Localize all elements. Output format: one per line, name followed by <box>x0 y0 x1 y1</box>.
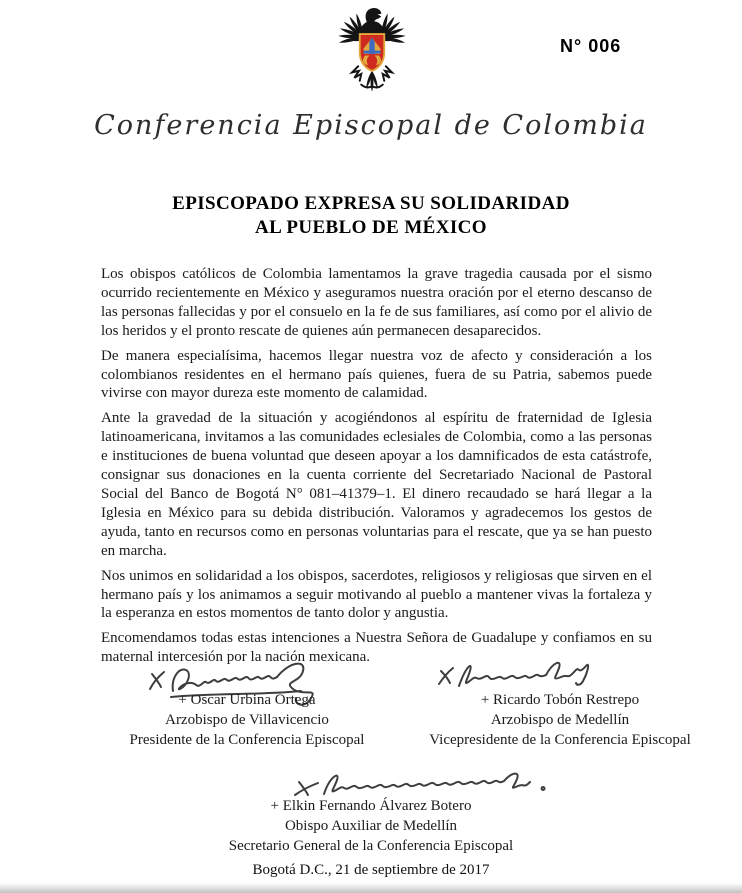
signatory-role: Obispo Auxiliar de Medellín <box>284 818 458 834</box>
title-line-2: AL PUEBLO DE MÉXICO <box>255 217 487 238</box>
signatory-block-vicepresident <box>410 690 710 750</box>
signatory-role: Presidente de la Conferencia Episcopal <box>129 732 365 748</box>
signatory-block-president <box>82 690 412 750</box>
document-title <box>0 192 742 240</box>
signatory-role: Arzobispo de Villavicencio <box>165 712 329 728</box>
signatory-role: Vicepresidente de la Conferencia Episcopal <box>429 732 691 748</box>
signatory-name: + Ricardo Tobón Restrepo <box>480 692 640 708</box>
document-number: N° 006 <box>560 36 622 56</box>
signatory-role: Arzobispo de Medellín <box>490 712 630 728</box>
paragraph: Encomendamos todas estas intenciones a Nuestra Señora de Guadalupe y confiamos en su maternal intercesión por la nación mexicana. <box>101 630 652 666</box>
signatory-role: Secretario General de la Conferencia Episcopal <box>228 838 514 854</box>
signatory-name: + Elkin Fernando Álvarez Botero <box>270 798 472 814</box>
dateline: Bogotá D.C., 21 de septiembre de 2017 <box>252 862 490 878</box>
page-bottom-edge <box>0 883 742 893</box>
paragraph: Los obispos católicos de Colombia lamentamos la grave tragedia causada por el sismo ocurrido recientemente en México y aseguramos nuestra oración por el eterno descanso de las personas fallecidas y por el consuelo en la fe de sus familiares, así como por el alivio de los heridos y el pronto rescate de quienes aún permanecen desaparecidos. <box>101 266 652 339</box>
letter-body <box>101 265 652 673</box>
paragraph: Nos unimos en solidaridad a los obispos, sacerdotes, religiosos y religiosas que sirven en el hermano país y los animamos a seguir motivando al pueblo a mantener vivas la fortaleza y la esperanza en estos momentos de tanto dolor y angustia. <box>101 567 652 622</box>
signatory-block-secretary <box>0 796 742 856</box>
signatory-name: + Oscar Urbina Ortega <box>178 692 316 708</box>
eagle-episcopal-crest-icon <box>326 2 418 106</box>
paragraph: De manera especialísima, hacemos llegar nuestra voz de afecto y consideración a los colombianos residentes en el hermano país quienes, fuera de su Patria, sabemos puede vivirse con mayor dureza este momento de calamidad. <box>101 347 652 402</box>
organization-letterhead: Conferencia Episcopal de Colombia <box>94 110 648 141</box>
paragraph: Ante la gravedad de la situación y acogiéndonos al espíritu de fraternidad de Iglesia latinoamericana, invitamos a las comunidades eclesiales de Colombia, como a las personas e instituciones de buena voluntad que deseen apoyar a los damnificados de esta catástrofe, consignar sus donaciones en la cuenta corriente del Secretariado Nacional de Pastoral Social del Banco de Bogotá N° 081–41379–1. El dinero recaudado se hará llegar a la Iglesia en México para su debida distribución. Valoramos y agradecemos los gestos de ayuda, tanto en recursos como en personas voluntarias para el rescate, que ya se han puesto en marcha. <box>101 410 652 559</box>
signature-row <box>0 690 742 760</box>
title-line-1: EPISCOPADO EXPRESA SU SOLIDARIDAD <box>172 193 570 214</box>
